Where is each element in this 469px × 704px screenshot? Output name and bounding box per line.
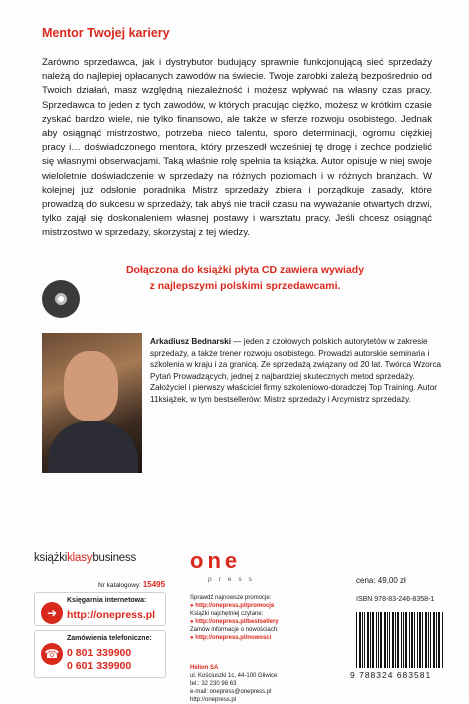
info-link-bestsellery[interactable]: ● http://onepress.pl/bestsellery xyxy=(190,619,279,625)
barcode-bar xyxy=(438,612,441,668)
author-name: Arkadiusz Bednarski xyxy=(150,337,231,346)
barcode-bar xyxy=(430,612,431,668)
barcode-bar xyxy=(367,612,370,668)
cd-promo xyxy=(60,262,430,294)
internet-store-box[interactable] xyxy=(34,592,166,626)
cd-promo-line-1: Dołączona do książki płyta CD zawiera wywiady xyxy=(125,264,365,276)
price: cena: 49,00 zł xyxy=(356,576,406,585)
phone-order-box xyxy=(34,630,166,678)
barcode-bar xyxy=(428,612,429,668)
publisher-name: Helion SA xyxy=(190,665,219,671)
barcode-bar xyxy=(403,612,404,668)
author-bio-text: — jeden z czołowych polskich autorytetów w zakresie sprzedaży, a także trener rozwoju osobistego. Prowadzi autorskie seminaria i szkolenia w kraju i za granicą. Ze sprzedażą związany od 20 lat. Twórca Wzorca Pytań Prowadzących, jednej z najbardziej skutecznych metod sprzedaży. Założyciel i pierwszy właściciel firmy szkoleniowo-doradczej Top Training. Autor 11książek, w tym bestsellerów: Mistrz sprzedaży i Arcymistrz sprzedaży. xyxy=(150,337,442,404)
phone-number-2[interactable]: 0 601 339900 xyxy=(67,660,132,672)
barcode-bar xyxy=(392,612,394,668)
barcode-bar xyxy=(414,612,415,668)
barcode-bar xyxy=(370,612,371,668)
barcode-bar xyxy=(372,612,374,668)
author-bio xyxy=(150,336,442,406)
author-shoulders xyxy=(48,421,138,473)
cd-promo-line-2: z najlepszymi polskimi sprzedawcami. xyxy=(149,280,341,292)
barcode-bar xyxy=(411,612,413,668)
barcode-bar xyxy=(405,612,407,668)
barcode-bar xyxy=(401,612,402,668)
barcode-bar xyxy=(380,612,382,668)
info-line: Zamów informacje o nowościach: xyxy=(190,627,279,633)
barcode-bar xyxy=(436,612,437,668)
series-part-3: business xyxy=(92,552,137,564)
barcode-bar xyxy=(376,612,377,668)
catalog-value: 15495 xyxy=(142,580,166,589)
info-line: Sprawdź najnowsze promocje: xyxy=(190,595,272,601)
logo-brand: one xyxy=(190,548,242,573)
description-paragraph: Zarówno sprzedawca, jak i dystrybutor budujący sprawnie funkcjonującą sieć sprzedaży należą do najlepiej opłacanych zawodów na świecie. Twoje zarobki zależą bezpośrednio od Twoich działań, masz względną niezależność i możesz wpływać na własny czas pracy. Sprzedawca to jeden z tych zawodów, w których pracując ciężko, możesz w krótkim czasie zyskać bardzo wiele, nie tylko finansowo, ale także w sferze rozwoju osobistego. Jednak aby osiągnąć mistrzostwo, potrzeba nieco talentu, sporo determinacji, ogromu ciężkiej pracy i… doświadczonego mentora, który przeszedł wcześniej tę drogę i zechce podzielić się własnymi obserwacjami. Taką właśnie rolę spełnia ta książka. Autor opisuje w niej swoje wieloletnie doświadczenie w sprzedaży na różnych poziomach i w różnych branżach. W kolejnej już odsłonie poradnika Mistrz sprzedaży zbiera i porządkuje zasady, które prowadzą do sukcesu w sprzedaży, tak abyś nie tracił czasu na wyważanie otwartych drzwi, tylko zajął się doskonaleniem własnej postawy i warsztatu pracy. Jeśli chcesz osiągnąć mistrzostwo w sprzedaży, skorzystaj z tej wiedzy. xyxy=(42,57,432,239)
author-face xyxy=(64,351,118,421)
info-link-promocje[interactable]: ● http://onepress.pl/promocje xyxy=(190,603,275,609)
phone-icon: ☎ xyxy=(41,643,63,665)
description-text xyxy=(42,56,432,241)
onepress-logo xyxy=(190,548,241,574)
barcode-bar xyxy=(419,612,422,668)
page-title: Mentor Twojej kariery xyxy=(42,26,170,40)
internet-store-url[interactable]: http://onepress.pl xyxy=(67,609,156,621)
barcode-bar xyxy=(364,612,365,668)
publisher-info xyxy=(190,664,340,704)
barcode-bar xyxy=(409,612,410,668)
info-line: Książki najchętniej czytane: xyxy=(190,611,264,617)
publisher-tel: tel.: 32 230 98 63 xyxy=(190,681,237,687)
cursor-icon: ➜ xyxy=(41,602,63,624)
barcode xyxy=(356,606,444,668)
internet-store-label: Księgarnia internetowa: xyxy=(67,597,147,604)
barcode-bar xyxy=(378,612,379,668)
publisher-email[interactable]: e-mail: onepress@onepress.pl xyxy=(190,689,272,695)
barcode-bar xyxy=(425,612,427,668)
series-logo xyxy=(34,552,136,564)
barcode-bar xyxy=(442,612,443,668)
phone-number-1[interactable]: 0 801 339900 xyxy=(67,647,132,659)
author-photo xyxy=(42,333,142,473)
barcode-bar xyxy=(397,612,400,668)
barcode-bar xyxy=(395,612,396,668)
barcode-bar xyxy=(389,612,390,668)
onepress-logo-sub: press xyxy=(208,576,259,583)
phone-order-label: Zamówienia telefoniczne: xyxy=(67,635,152,642)
isbn: ISBN 978-83-246-8358-1 xyxy=(356,596,435,603)
info-link-nowosci[interactable]: ● http://onepress.pl/nowosci xyxy=(190,635,272,641)
series-part-1: książki xyxy=(34,552,68,564)
series-part-2: klasy xyxy=(67,552,93,564)
barcode-bar xyxy=(384,612,387,668)
catalog-label: Nr katalogowy: xyxy=(98,582,141,589)
publisher-address: ul. Kościuszki 1c, 44-100 Gliwice xyxy=(190,673,278,679)
barcode-bar xyxy=(359,612,361,668)
promo-info xyxy=(190,594,340,642)
catalog-number xyxy=(98,580,165,589)
barcode-bar xyxy=(433,612,435,668)
barcode-bar xyxy=(417,612,418,668)
publisher-web[interactable]: http://onepress.pl xyxy=(190,697,237,703)
barcode-bar xyxy=(387,612,388,668)
barcode-bar xyxy=(362,612,363,668)
barcode-bar xyxy=(356,612,357,668)
barcode-number: 9 788324 683581 xyxy=(350,670,432,680)
barcode-bar xyxy=(422,612,423,668)
